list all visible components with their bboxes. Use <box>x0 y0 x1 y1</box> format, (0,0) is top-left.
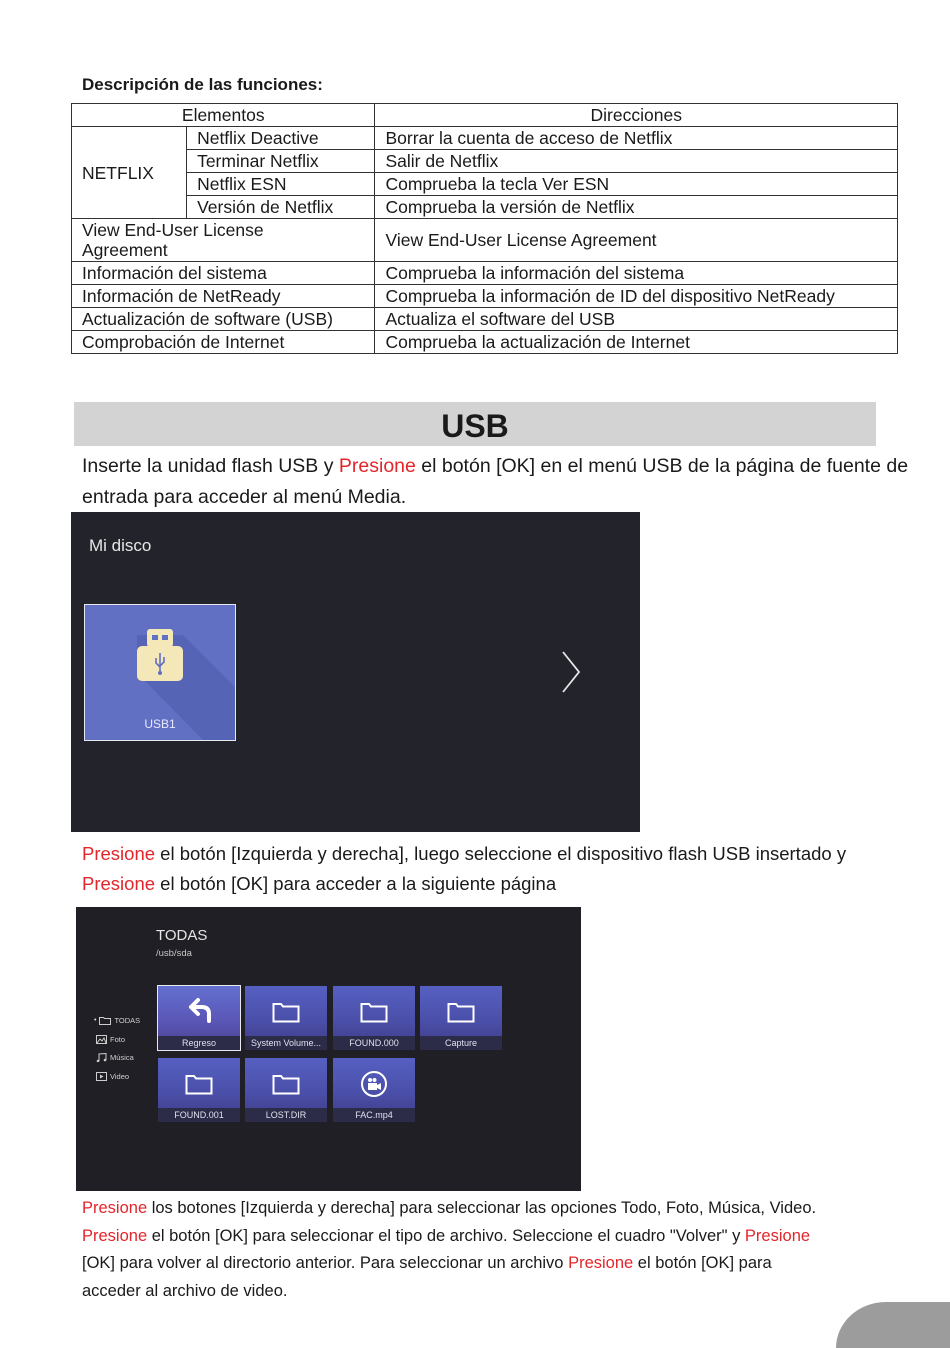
usb-device-label: USB1 <box>144 717 176 731</box>
tile-label: FAC.mp4 <box>333 1108 415 1122</box>
tile-label: System Volume... <box>245 1036 327 1050</box>
highlight-text: Presione <box>82 1199 148 1217</box>
tile-folder[interactable] <box>158 1058 240 1122</box>
netflix-group-cell: NETFLIX <box>72 127 187 219</box>
tile-folder[interactable] <box>245 1058 327 1122</box>
text-span: Inserte la unidad flash USB y <box>82 455 339 477</box>
tile-folder[interactable] <box>333 986 415 1050</box>
chevron-right-icon[interactable] <box>559 650 583 694</box>
folder-icon <box>360 999 388 1025</box>
current-path: /usb/sda <box>156 948 192 959</box>
section-heading: Descripción de las funciones: <box>82 75 323 94</box>
text-span: los botones [Izquierda y derecha] para seleccionar las opciones Todo, Foto, Música, Video. <box>147 1199 817 1217</box>
tile-label: Capture <box>420 1036 502 1050</box>
highlight-text: Presione <box>338 455 416 477</box>
tile-back[interactable] <box>157 985 241 1051</box>
table-row <box>72 150 898 173</box>
sidebar-item-foto[interactable] <box>96 1035 125 1044</box>
video-icon <box>96 1072 107 1081</box>
table-cell-direction: View End-User License Agreement <box>375 219 898 262</box>
file-browser-screen <box>76 907 581 1191</box>
sidebar-item-label: TODAS <box>114 1016 141 1025</box>
text-span: el botón [OK] para seleccionar el tipo de archivo. Seleccione el cuadro "Volver" y <box>147 1226 745 1245</box>
table-cell-item: Actualización de software (USB) <box>72 308 375 331</box>
table-row <box>72 308 898 331</box>
highlight-text: Presione <box>568 1254 634 1272</box>
table-row <box>72 173 898 196</box>
page-corner-tab <box>836 1302 950 1348</box>
text-span: el botón [Izquierda y derecha], luego seleccione el dispositivo flash USB insertado y <box>155 843 847 864</box>
music-icon <box>96 1053 107 1062</box>
sidebar-item-label: Foto <box>110 1035 126 1044</box>
table-row <box>72 196 898 219</box>
photo-icon <box>96 1035 107 1044</box>
usb-instructions-paragraph <box>82 451 912 513</box>
sidebar-item-label: Video <box>110 1072 130 1081</box>
folder-icon <box>447 999 475 1025</box>
table-cell-item: Información del sistema <box>72 262 375 285</box>
screen-title: TODAS <box>156 927 208 944</box>
highlight-text: Presione <box>82 843 156 864</box>
folder-icon <box>185 1071 213 1097</box>
header-elements: Elementos <box>72 104 375 127</box>
usb-section-banner: USB <box>74 402 876 446</box>
table-cell-direction: Comprueba la tecla Ver ESN <box>375 173 898 196</box>
table-cell-item: Versión de Netflix <box>187 196 375 219</box>
tile-label: FOUND.000 <box>333 1036 415 1050</box>
tile-label: Regreso <box>158 1036 240 1050</box>
sidebar-item-label: Música <box>110 1053 134 1062</box>
usb-device-card[interactable] <box>84 604 236 741</box>
sidebar-item-musica[interactable] <box>96 1053 134 1062</box>
table-row <box>72 285 898 308</box>
tile-video-file[interactable] <box>333 1058 415 1122</box>
video-file-icon <box>360 1071 388 1097</box>
table-cell-direction: Comprueba la información del sistema <box>375 262 898 285</box>
table-cell-item: Netflix ESN <box>187 173 375 196</box>
functions-table <box>71 103 898 354</box>
table-cell-direction: Salir de Netflix <box>375 150 898 173</box>
table-cell-item: View End-User License Agreement <box>72 219 375 262</box>
back-arrow-icon <box>184 996 214 1022</box>
highlight-text: Presione <box>82 1226 148 1245</box>
table-cell-direction: Comprueba la actualización de Internet <box>375 331 898 354</box>
table-cell-item: Comprobación de Internet <box>72 331 375 354</box>
my-disk-screen <box>71 512 640 832</box>
folder-icon <box>272 1071 300 1097</box>
text-span: el botón [OK] para acceder a la siguiente página <box>155 873 557 894</box>
navigation-paragraph <box>82 1195 822 1305</box>
text-span: [OK] para volver al directorio anterior. Para seleccionar un archivo <box>82 1254 569 1272</box>
table-header-row <box>72 104 898 127</box>
screen-title: Mi disco <box>89 536 152 555</box>
table-cell-item: Terminar Netflix <box>187 150 375 173</box>
select-device-paragraph <box>82 839 922 899</box>
table-row <box>72 331 898 354</box>
sidebar-item-video[interactable] <box>96 1072 129 1081</box>
sidebar-item-todas[interactable] <box>94 1016 140 1025</box>
tile-label: LOST.DIR <box>245 1108 327 1122</box>
tile-label: FOUND.001 <box>158 1108 240 1122</box>
table-cell-direction: Actualiza el software del USB <box>375 308 898 331</box>
table-cell-direction: Borrar la cuenta de acceso de Netflix <box>375 127 898 150</box>
table-row <box>72 219 898 262</box>
table-row <box>72 262 898 285</box>
table-cell-item: Información de NetReady <box>72 285 375 308</box>
selected-dot-icon: • <box>94 1017 97 1024</box>
highlight-text: Presione <box>744 1226 811 1245</box>
text-span: el botón [OK] en el menú USB de la página de fuente de entrada para acceder al menú Media. <box>82 455 909 508</box>
table-cell-direction: Comprueba la información de ID del dispositivo NetReady <box>375 285 898 308</box>
tile-folder[interactable] <box>245 986 327 1050</box>
table-cell-direction: Comprueba la versión de Netflix <box>375 196 898 219</box>
highlight-text: Presione <box>82 873 156 894</box>
text-span: el botón [OK] para acceder al archivo de video. <box>82 1254 772 1300</box>
table-cell-item: Netflix Deactive <box>187 127 375 150</box>
folder-icon <box>99 1016 111 1025</box>
tile-folder[interactable] <box>420 986 502 1050</box>
table-row <box>72 127 898 150</box>
folder-icon <box>272 999 300 1025</box>
header-directions: Direcciones <box>375 104 898 127</box>
